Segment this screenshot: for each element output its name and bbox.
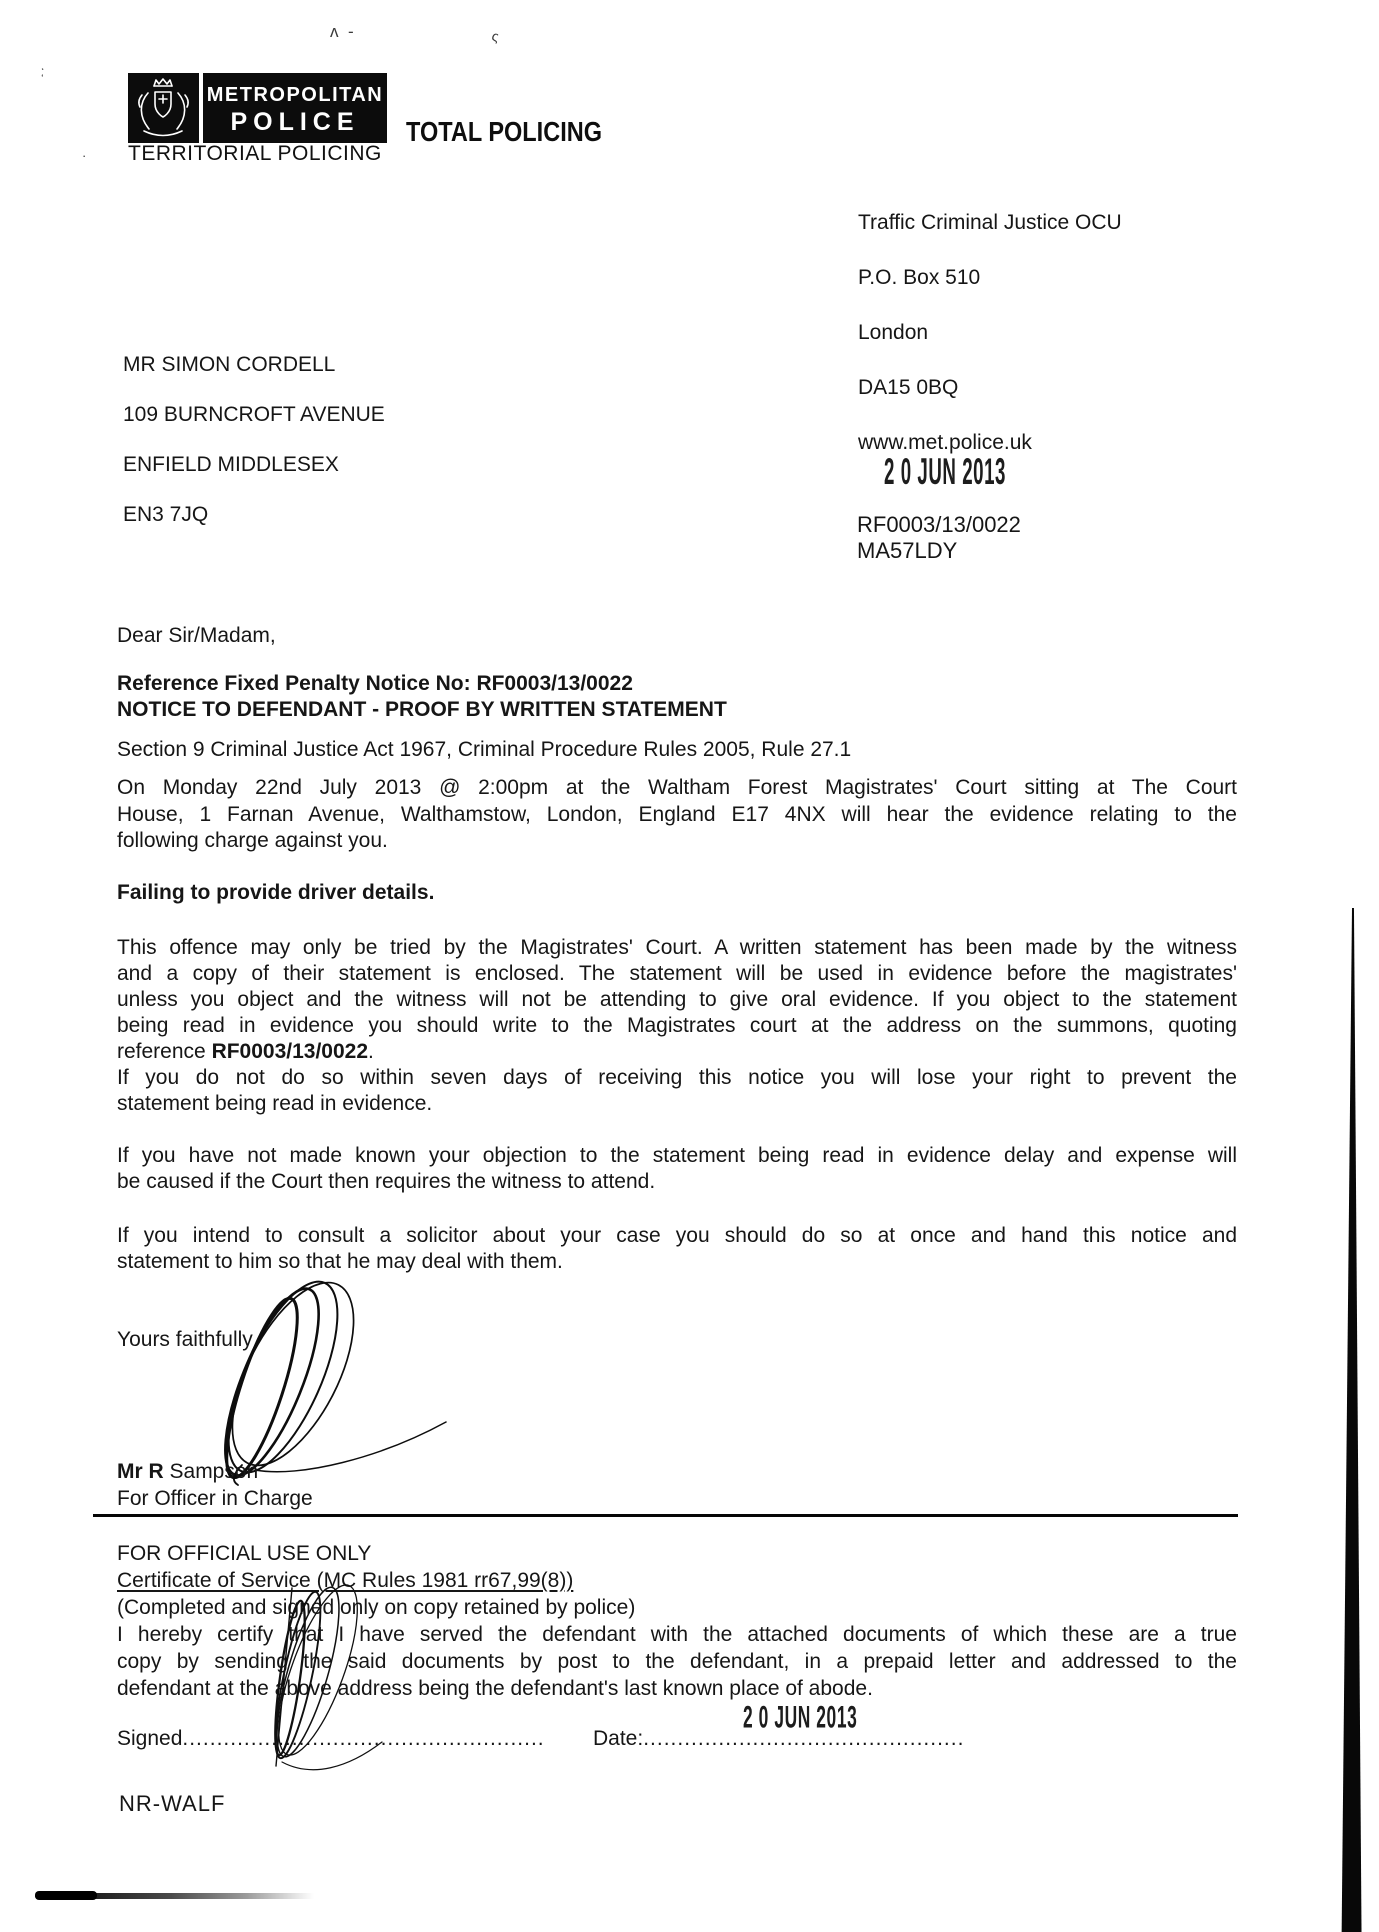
sender-address-line: London (858, 320, 929, 344)
date-dotted-line: ............................................... (643, 1727, 965, 1750)
met-police-wordmark (203, 73, 387, 143)
section-divider-rule (93, 1514, 1238, 1517)
footer-code: NR-WALF (119, 1791, 226, 1816)
scan-artifact-mark: ʌ - (330, 22, 354, 41)
met-police-crest-icon (128, 73, 199, 143)
met-police-crest-box (128, 73, 199, 143)
sender-address (858, 181, 1122, 484)
scan-artifact-mark: · (82, 148, 87, 163)
sender-address-line: Traffic Criminal Justice OCU (858, 210, 1122, 234)
signed-row (117, 1727, 545, 1751)
notice-to-defendant-heading: NOTICE TO DEFENDANT - PROOF BY WRITTEN STATEMENT (117, 698, 727, 721)
sender-address-line: DA15 0BQ (858, 375, 959, 399)
notice-headings (117, 671, 1237, 723)
official-use-heading: FOR OFFICIAL USE ONLY (117, 1542, 372, 1565)
closing-line: Yours faithfully (117, 1328, 253, 1351)
recipient-address (123, 327, 385, 552)
statement-paragraph-lines: This offence may only be tried by the Magistrates' Court. A written statement has been made by the witness and a copy of their statement is enclosed. The statement will be used in evidence before the magistrates' unless you object and the witness will not be attending to give oral evidence. If you object to the statement being read in evidence you should write to the Magistrates court at the address on the summons, quoting (117, 936, 1237, 1037)
date-received-stamp: 2 0 JUN 2013 (884, 451, 1006, 493)
reference-number-bold: RF0003/13/0022 (211, 1040, 369, 1063)
scan-artifact-mark: ˏ· (32, 60, 49, 79)
total-policing-tagline: TOTAL POLICING (406, 116, 603, 147)
certify-paragraph: I hereby certify that I have served the defendant with the attached documents of which these are a true copy by sending the said documents by post to the defendant, in a prepaid letter and addressed to the defendant at the above address being the defendant's last known place of abode. (117, 1623, 1237, 1700)
recipient-postcode: EN3 7JQ (123, 503, 209, 526)
legal-basis-line: Section 9 Criminal Justice Act 1967, Criminal Procedure Rules 2005, Rule 27.1 (117, 738, 852, 761)
signature-scribble (150, 1270, 470, 1490)
signed-dotted-line: ..................................................... (182, 1727, 545, 1750)
reference-prefix: reference (117, 1040, 212, 1063)
certificate-of-service-title: Certificate of Service (MC Rules 1981 rr67,99(8)) (117, 1569, 574, 1592)
vehicle-registration-reference: MA57LDY (857, 538, 958, 563)
scan-artifact-smudge-cap (35, 1891, 97, 1900)
signatory-name-rest: Sampson (163, 1460, 259, 1483)
statement-reference-line (117, 1039, 1237, 1065)
reference-suffix: . (368, 1040, 374, 1063)
signatory-title: For Officer in Charge (117, 1486, 313, 1510)
reference-heading: Reference Fixed Penalty Notice No: RF0003/13/0022 (117, 672, 633, 695)
charge-heading: Failing to provide driver details. (117, 881, 435, 904)
date-signed-stamp: 2 0 JUN 2013 (743, 1700, 858, 1735)
completion-note: (Completed and signed only on copy retained by police) (117, 1596, 636, 1619)
date-label: Date: (593, 1727, 644, 1750)
signed-label: Signed (117, 1727, 183, 1750)
solicitor-paragraph: If you intend to consult a solicitor about your case you should do so at once and hand this notice and statement to him so that he may deal with them. (117, 1224, 1237, 1273)
sender-website: www.met.police.uk (858, 430, 1032, 454)
recipient-address-line: 109 BURNCROFT AVENUE (123, 403, 385, 426)
recipient-address-line: ENFIELD MIDDLESEX (123, 453, 339, 476)
statement-paragraph (117, 935, 1237, 1117)
hearing-paragraph: On Monday 22nd July 2013 @ 2:00pm at the Waltham Forest Magistrates' Court sitting at The Court House, 1 Farnan Avenue, Walthamstow, London, England E17 4NX will hear the evidence relating to the following charge against you. (117, 776, 1237, 852)
reference-block (857, 512, 1021, 564)
statement-paragraph-lines: If you do not do so within seven days of receiving this notice you will lose your right to prevent the statement being read in evidence. (117, 1066, 1237, 1115)
objection-paragraph: If you have not made known your objection to the statement being read in evidence delay and expense will be caused if the Court then requires the witness to attend. (117, 1144, 1237, 1193)
territorial-policing-label: TERRITORIAL POLICING (128, 142, 382, 165)
signatory-name (117, 1459, 1237, 1486)
scan-artifact-edge-line (1338, 908, 1366, 1932)
fixed-penalty-reference: RF0003/13/0022 (857, 512, 1021, 537)
salutation: Dear Sir/Madam, (117, 624, 276, 647)
sender-address-line: P.O. Box 510 (858, 265, 981, 289)
signatory-name-bold: Mr R (117, 1460, 164, 1483)
recipient-name: MR SIMON CORDELL (123, 353, 336, 376)
signatory-block (117, 1459, 1237, 1512)
brand-line-metropolitan: METROPOLITAN (206, 84, 384, 106)
brand-line-police: POLICE (230, 108, 360, 136)
scan-artifact-mark: ς (490, 27, 501, 45)
